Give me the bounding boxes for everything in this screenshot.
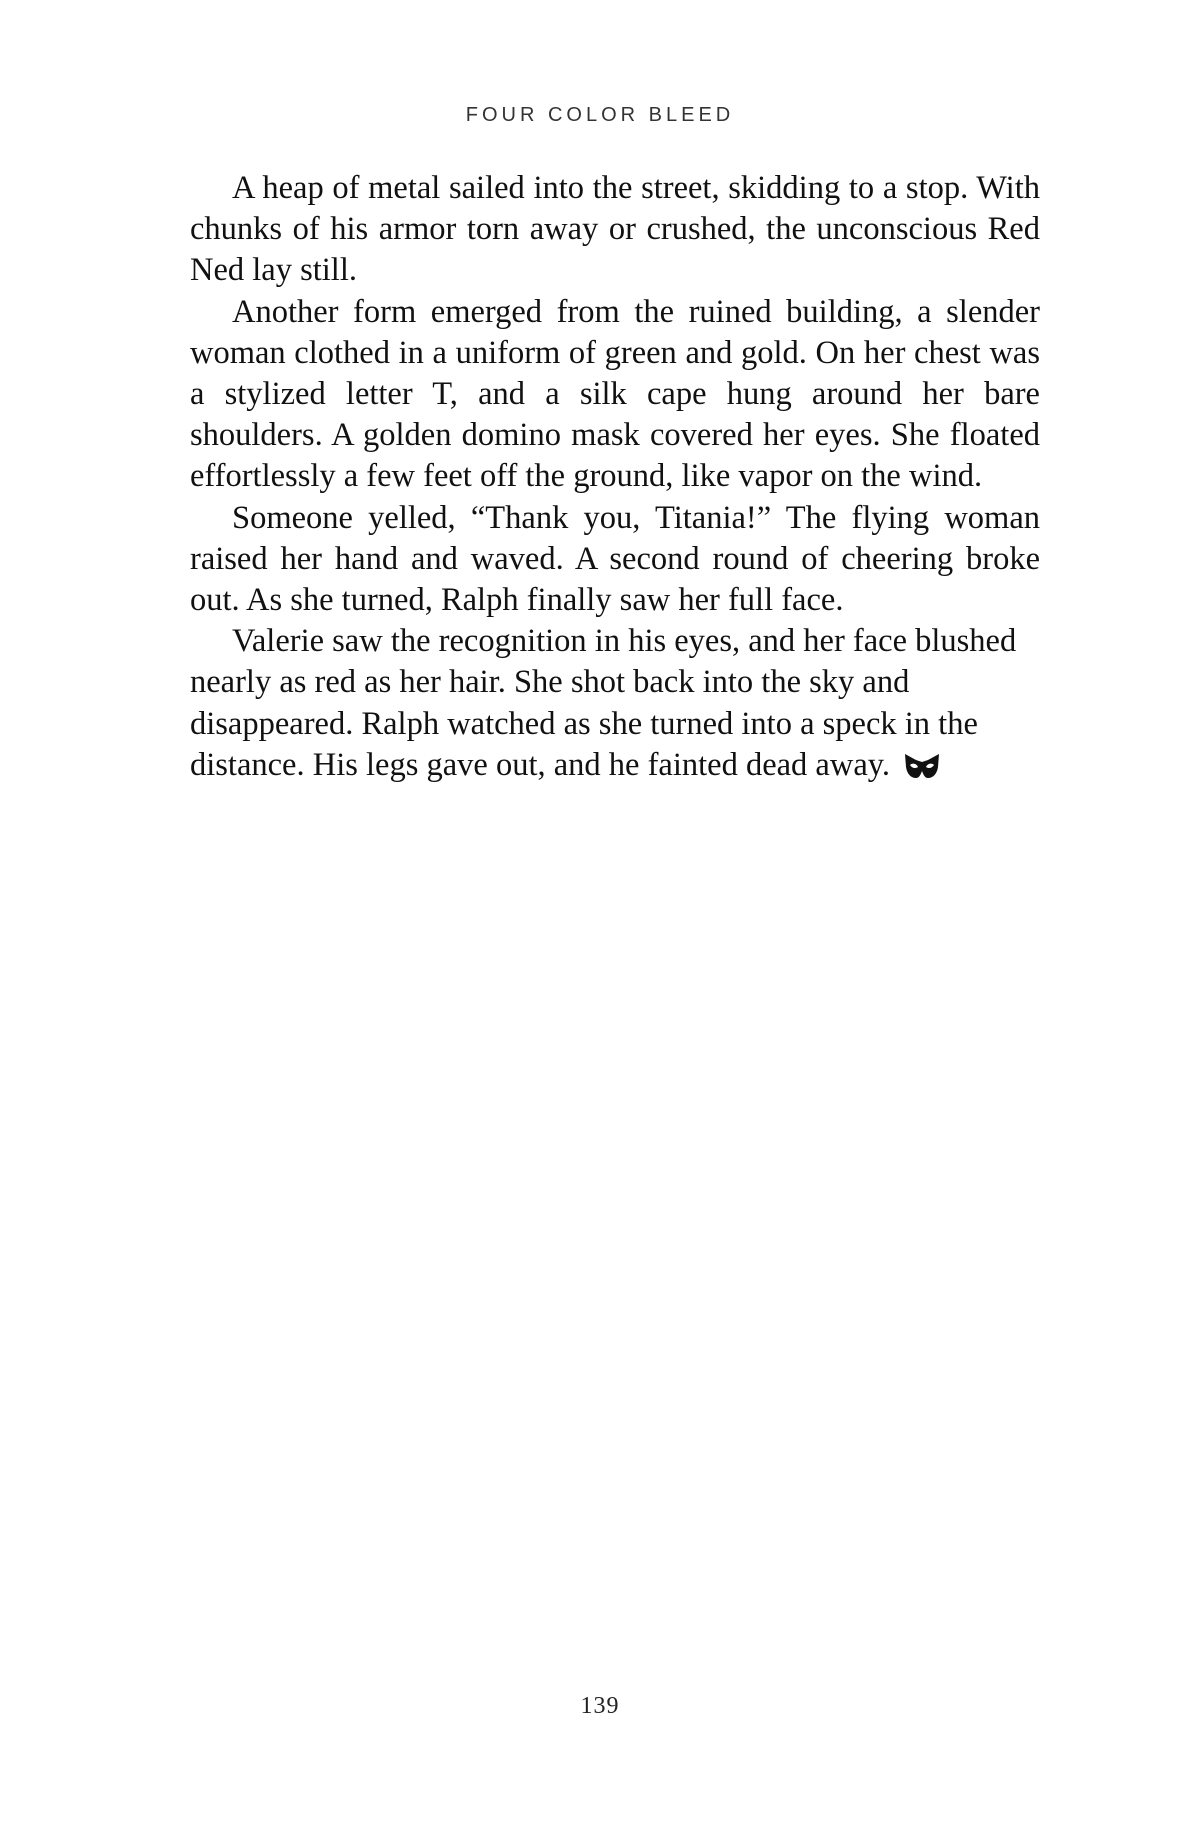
paragraph-4-text: Valerie saw the recognition in his eyes, and her face blushed nearly as red as her hair. She shot back into the sky and disappeared. Ralph watched as she turned into a speck in the distance. His legs gave out, and he fainted dead away. <box>190 623 1017 783</box>
body-text <box>190 168 1040 786</box>
paragraph-2: Another form emerged from the ruined building, a slender woman clothed in a uniform of green and gold. On her chest was a stylized letter T, and a silk cape hung around her bare shoulders. A golden domino mask covered her eyes. She floated effortlessly a few feet off the ground, like vapor on the wind. <box>190 293 1040 495</box>
paragraph-3: Someone yelled, “Thank you, Titania!” The flying woman raised her hand and waved. A second round of cheering broke out. As she turned, Ralph finally saw her full face. <box>190 499 1040 619</box>
page-number: 139 <box>580 1693 620 1719</box>
running-head: FOUR COLOR BLEED <box>465 104 735 126</box>
domino-mask-icon <box>904 753 940 779</box>
paragraph-1: A heap of metal sailed into the street, skidding to a stop. With chunks of his armor torn away or crushed, the unconscious Red Ned lay still. <box>190 170 1040 289</box>
paragraph-4 <box>190 621 1040 786</box>
